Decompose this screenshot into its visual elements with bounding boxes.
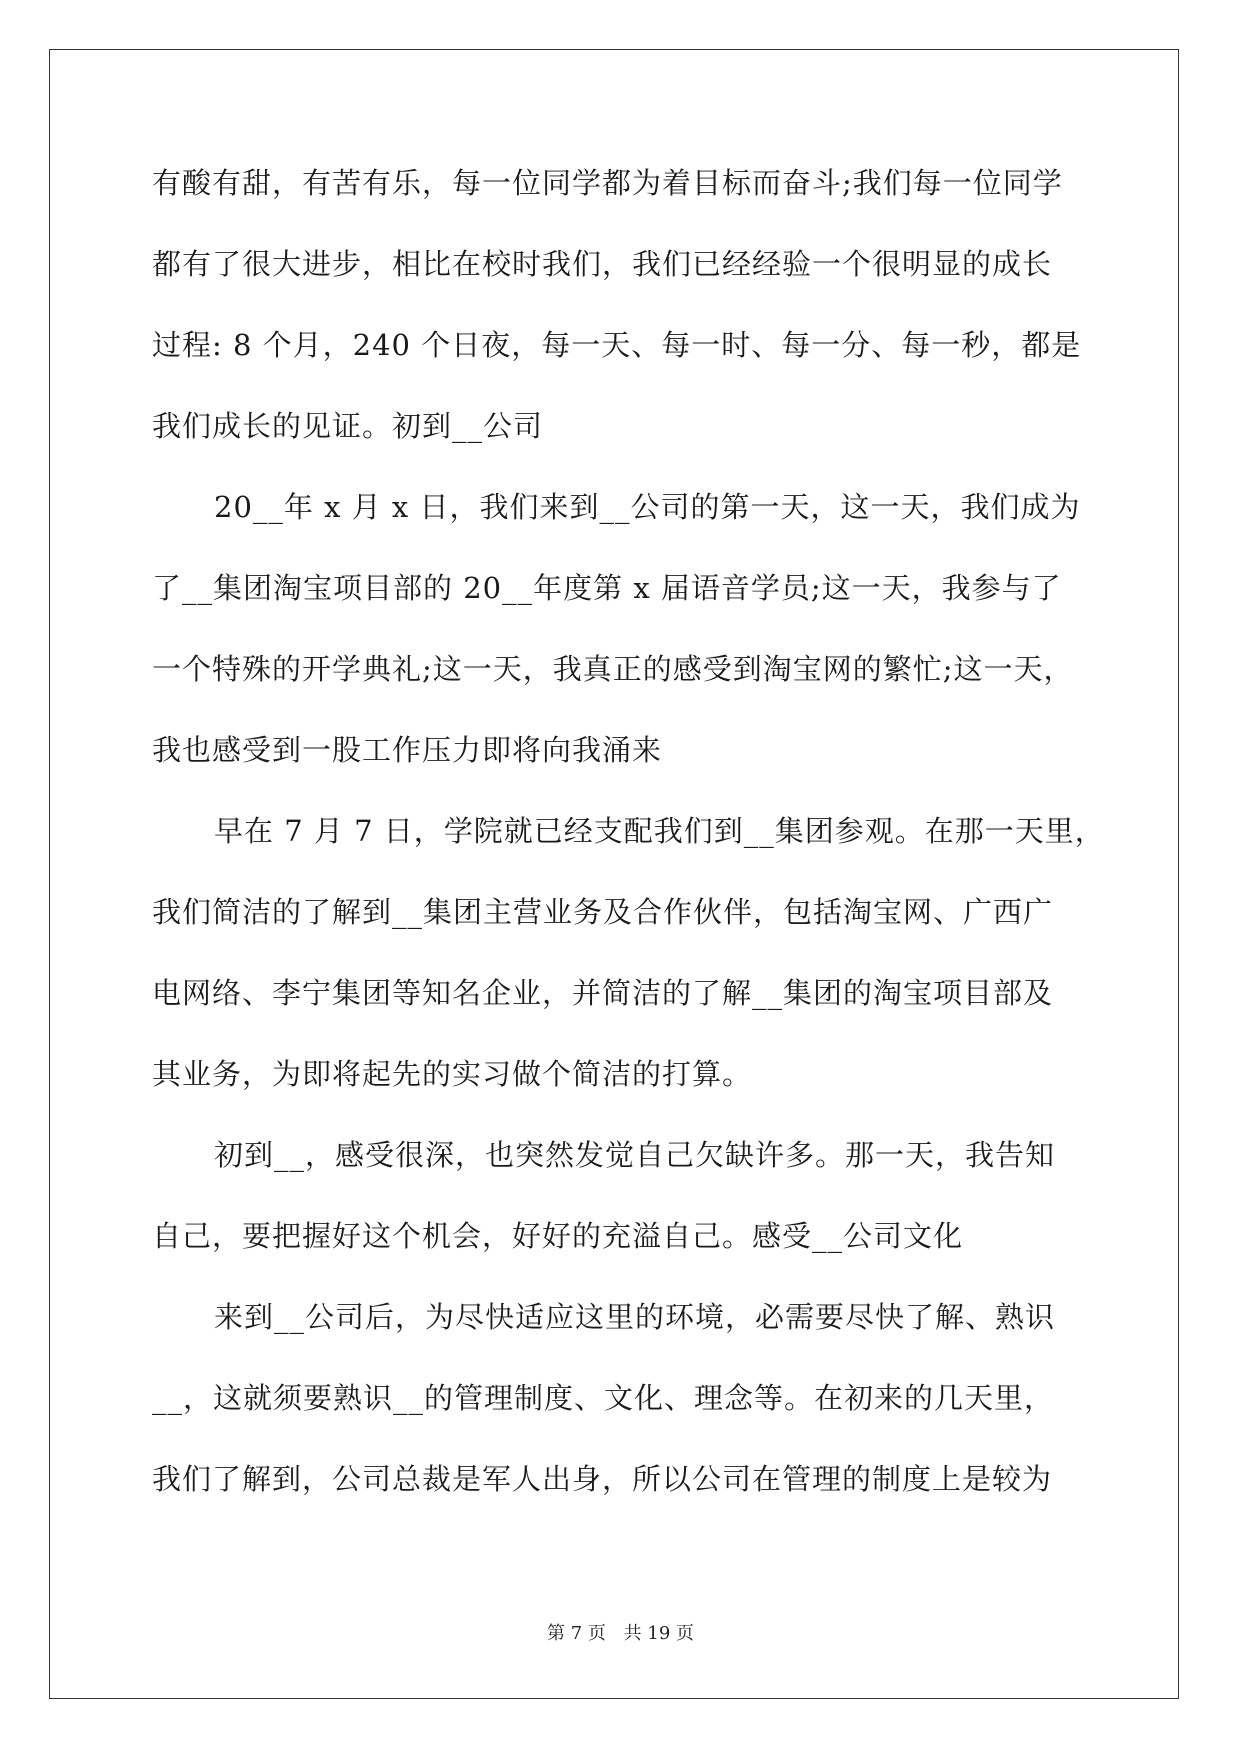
page-number: 第 7 页 <box>547 1623 606 1644</box>
text-line: 其业务，为即将起先的实习做个简洁的打算。 <box>152 1057 753 1091</box>
text-line: 电网络、李宁集团等知名企业，并简洁的了解__集团的淘宝项目部及 <box>152 976 1054 1010</box>
page-frame <box>49 49 1179 1699</box>
page-footer <box>0 1619 1241 1645</box>
text-line: 我们了解到，公司总裁是军人出身，所以公司在管理的制度上是较为 <box>152 1462 1053 1496</box>
text-line: 一个特殊的开学典礼;这一天，我真正的感受到淘宝网的繁忙;这一天， <box>152 652 1074 686</box>
text-line: 我们简洁的了解到__集团主营业务及合作伙伴，包括淘宝网、广西广 <box>152 895 1054 929</box>
text-line: 来到__公司后，为尽快适应这里的环境，必需要尽快了解、熟识 <box>214 1300 1056 1334</box>
text-line: 了__集团淘宝项目部的 20__年度第 x 届语音学员;这一天，我参与了 <box>152 571 1062 605</box>
text-line: 我们成长的见证。初到__公司 <box>152 409 544 443</box>
page-total: 共 19 页 <box>623 1623 694 1644</box>
text-line: 早在 7 月 7 日，学院就已经支配我们到__集团参观。在那一天里， <box>214 814 1105 848</box>
text-line: __，这就须要熟识__的管理制度、文化、理念等。在初来的几天里， <box>152 1381 1055 1415</box>
text-line: 过程: 8 个月，240 个日夜，每一天、每一时、每一分、每一秒，都是 <box>152 328 1082 362</box>
text-line: 都有了很大进步，相比在校时我们，我们已经经验一个很明显的成长 <box>152 247 1053 281</box>
text-line: 有酸有甜，有苦有乐，每一位同学都为着目标而奋斗;我们每一位同学 <box>152 166 1063 200</box>
text-line: 20__年 x 月 x 日，我们来到__公司的第一天，这一天，我们成为 <box>214 490 1081 524</box>
text-line: 我也感受到一股工作压力即将向我涌来 <box>152 733 663 767</box>
text-line: 初到__，感受很深，也突然发觉自己欠缺许多。那一天，我告知 <box>214 1138 1056 1172</box>
text-line: 自己，要把握好这个机会，好好的充溢自己。感受__公司文化 <box>152 1219 964 1253</box>
